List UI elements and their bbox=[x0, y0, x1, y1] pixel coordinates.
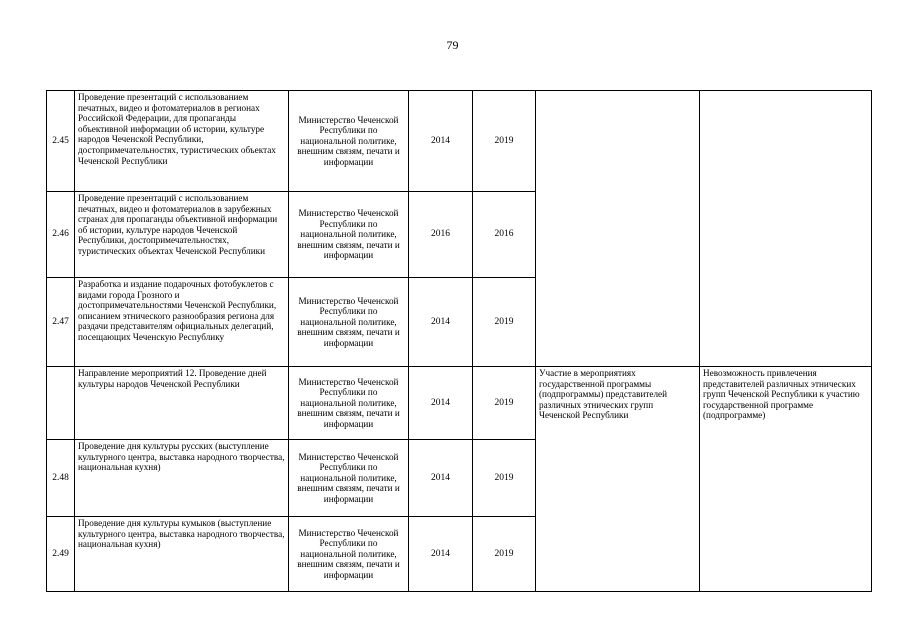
program-activities-table bbox=[46, 90, 872, 592]
end-year: 2019 bbox=[473, 367, 536, 440]
expected-result: Участие в мероприятиях государственной программы (подпрограммы) представителей различных этнических групп Чеченской Республики bbox=[536, 367, 700, 592]
row-number: 2.49 bbox=[47, 517, 75, 592]
row-number: 2.45 bbox=[47, 91, 75, 192]
start-year: 2014 bbox=[409, 278, 473, 367]
end-year: 2019 bbox=[473, 517, 536, 592]
start-year: 2016 bbox=[409, 192, 473, 278]
start-year: 2014 bbox=[409, 91, 473, 192]
executor: Министерство Чеченской Республики по национальной политике, внешним связям, печати и информации bbox=[289, 192, 409, 278]
start-year: 2014 bbox=[409, 440, 473, 517]
activity-title: Проведение дня культуры кумыков (выступление культурного центра, выставка народного творчества, национальная кухня) bbox=[75, 517, 289, 592]
start-year: 2014 bbox=[409, 517, 473, 592]
row-number bbox=[47, 367, 75, 440]
row-number: 2.46 bbox=[47, 192, 75, 278]
activity-title: Проведение дня культуры русских (выступление культурного центра, выставка народного творчества, национальная кухня) bbox=[75, 440, 289, 517]
end-year: 2019 bbox=[473, 440, 536, 517]
risk-description: Невозможность привлечения представителей различных этнических групп Чеченской Республики к участию государственной программе (подпрограмме) bbox=[700, 367, 872, 592]
executor: Министерство Чеченской Республики по национальной политике, внешним связям, печати и информации bbox=[289, 91, 409, 192]
end-year: 2019 bbox=[473, 91, 536, 192]
end-year: 2019 bbox=[473, 278, 536, 367]
row-number: 2.48 bbox=[47, 440, 75, 517]
risk-empty bbox=[700, 91, 872, 367]
activity-title: Проведение презентаций с использованием печатных, видео и фотоматериалов в регионах Российской Федерации, для пропаганды объективной информации об истории, культуре народов Чеченской Республики, достопримечательностях, туристических объектах Чеченской Республики bbox=[75, 91, 289, 192]
activity-title: Разработка и издание подарочных фотобуклетов с видами города Грозного и достопримечательностями Чеченской Республики, описанием этнического разнообразия региона для раздачи представителям официальных делегаций, посещающих Чеченскую Республику bbox=[75, 278, 289, 367]
activity-title: Направление мероприятий 12. Проведение дней культуры народов Чеченской Республики bbox=[75, 367, 289, 440]
row-number: 2.47 bbox=[47, 278, 75, 367]
executor: Министерство Чеченской Республики по национальной политике, внешним связям, печати и информации bbox=[289, 278, 409, 367]
executor: Министерство Чеченской Республики по национальной политике, внешним связям, печати и информации bbox=[289, 367, 409, 440]
expected-result-empty bbox=[536, 91, 700, 367]
executor: Министерство Чеченской Республики по национальной политике, внешним связям, печати и информации bbox=[289, 517, 409, 592]
end-year: 2016 bbox=[473, 192, 536, 278]
page-number: 79 bbox=[446, 38, 459, 52]
executor: Министерство Чеченской Республики по национальной политике, внешним связям, печати и информации bbox=[289, 440, 409, 517]
table-row bbox=[47, 91, 872, 192]
start-year: 2014 bbox=[409, 367, 473, 440]
activity-title: Проведение презентаций с использованием печатных, видео и фотоматериалов в зарубежных странах для пропаганды объективной информации об истории, культуре народов Чеченской Республики, достопримечательностях, туристических объектах Чеченской Республики bbox=[75, 192, 289, 278]
table-row bbox=[47, 367, 872, 440]
